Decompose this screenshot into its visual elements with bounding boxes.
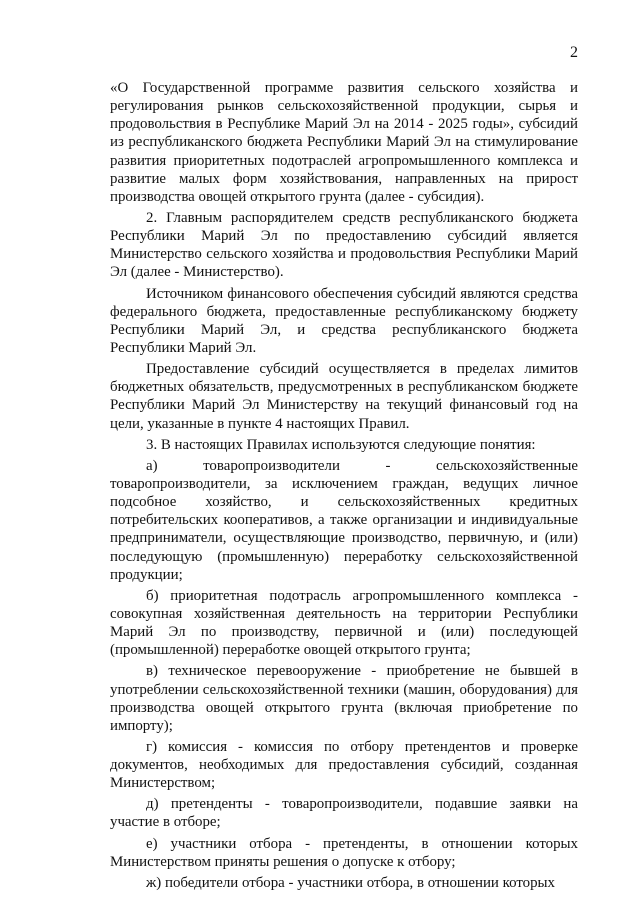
paragraph-3d: г) комиссия - комиссия по отбору претендентов и проверке документов, необходимых для предоставления субсидий, созданная Министерством; [110, 738, 578, 792]
paragraph-3f: е) участники отбора - претенденты, в отношении которых Министерством приняты решения о допуске к отбору; [110, 835, 578, 870]
paragraph-intro: «О Государственной программе развития сельского хозяйства и регулирования рынков сельскохозяйственной продукции, сырья и продовольствия в Республике Марий Эл на 2014 - 2025 годы», субсидий из республиканского бюджета Республики Марий Эл на стимулирование развития приоритетных подотраслей агропромышленного комплекса и развитие малых форм хозяйствования, направленных на прирост производства овощей открытого грунта (далее - субсидия). [110, 80, 578, 205]
paragraph-3g: ж) победители отбора - участники отбора, в отношении которых [146, 874, 556, 891]
paragraph-limits: Предоставление субсидий осуществляется в пределах лимитов бюджетных обязательств, предусмотренных в республиканском бюджете Республики Марий Эл Министерству на текущий финансовый год на цели, указанные в пункте 4 настоящих Правил. [110, 361, 578, 432]
page-number: 2 [570, 44, 578, 61]
paragraph-3b: б) приоритетная подотрасль агропромышленного комплекса - совокупная хозяйственная деятельность на территории Республики Марий Эл по производству, первичной и (или) последующей (промышленной) переработке овощей открытого грунта; [110, 587, 578, 659]
paragraph-3: 3. В настоящих Правилах используются следующие понятия: [146, 436, 536, 453]
paragraph-2: 2. Главным распорядителем средств республиканского бюджета Республики Марий Эл по предоставлению субсидий является Министерство сельского хозяйства и продовольствия Республики Марий Эл (далее - Министерство). [110, 209, 578, 281]
paragraph-funding-source: Источником финансового обеспечения субсидий являются средства федерального бюджета, предоставленные республиканскому бюджету Республики Марий Эл, и средства республиканского бюджета Республики Марий Эл. [110, 285, 578, 356]
paragraph-3e: д) претенденты - товаропроизводители, подавшие заявки на участие в отборе; [110, 796, 578, 831]
paragraph-3a: а) товаропроизводители - сельскохозяйственные товаропроизводители, за исключением граждан, ведущих личное подсобное хозяйство, и сельскохозяйственных кредитных потребительских кооперативов, а также организации и индивидуальные предприниматели, осуществляющие производство, первичную, и (или) последующую (промышленную) переработку сельскохозяйственной продукции; [110, 457, 578, 583]
paragraph-3c: в) техническое перевооружение - приобретение не бывшей в употреблении сельскохозяйственной техники (машин, оборудования) для производства овощей открытого грунта (включая приобретение по импорту); [110, 663, 578, 734]
document-body [110, 79, 578, 892]
